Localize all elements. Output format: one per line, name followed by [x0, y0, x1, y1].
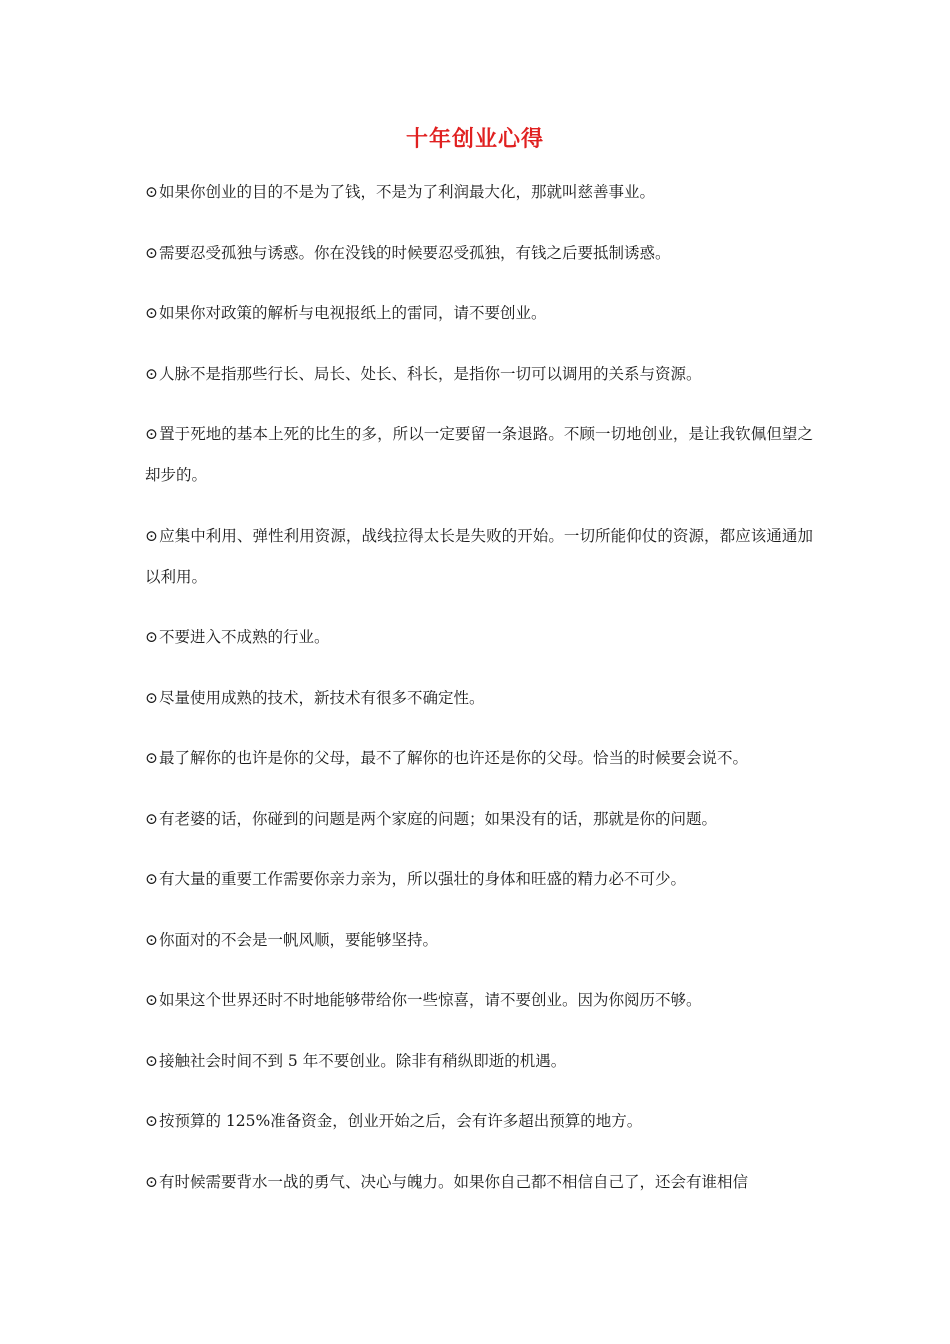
list-item-text: 接触社会时间不到 5 年不要创业。除非有稍纵即逝的机遇。	[159, 1051, 567, 1070]
list-item-text: 有大量的重要工作需要你亲力亲为，所以强壮的身体和旺盛的精力必不可少。	[159, 870, 687, 888]
list-item	[145, 516, 813, 598]
list-item	[145, 617, 813, 658]
circle-dot-bullet-icon: ⊙	[145, 991, 158, 1009]
list-item-text: 如果你创业的目的不是为了钱，不是为了利润最大化，那就叫慈善事业。	[159, 183, 656, 201]
list-item	[145, 414, 813, 496]
list-item	[145, 678, 813, 719]
list-item	[145, 293, 813, 334]
list-item	[145, 1101, 813, 1142]
circle-dot-bullet-icon: ⊙	[145, 1112, 158, 1130]
list-item-text: 应集中利用、弹性利用资源，战线拉得太长是失败的开始。一切所能仰仗的资源，都应该通通加以利用。	[145, 526, 813, 586]
list-item	[145, 920, 813, 961]
circle-dot-bullet-icon: ⊙	[145, 1051, 158, 1070]
list-item-text: 你面对的不会是一帆风顺，要能够坚持。	[159, 930, 439, 949]
list-item-text: 如果你对政策的解析与电视报纸上的雷同，请不要创业。	[159, 304, 547, 322]
list-item-text: 人脉不是指那些行长、局长、处长、科长，是指你一切可以调用的关系与资源。	[159, 364, 702, 383]
circle-dot-bullet-icon: ⊙	[145, 526, 158, 545]
circle-dot-bullet-icon: ⊙	[145, 304, 158, 322]
list-item-text: 需要忍受孤独与诱惑。你在没钱的时候要忍受孤独，有钱之后要抵制诱惑。	[159, 243, 671, 262]
list-item	[145, 738, 813, 779]
circle-dot-bullet-icon: ⊙	[145, 183, 158, 201]
circle-dot-bullet-icon: ⊙	[145, 870, 158, 888]
list-item	[145, 354, 813, 395]
circle-dot-bullet-icon: ⊙	[145, 930, 158, 949]
list-item	[145, 799, 813, 840]
document-title: 十年创业心得	[405, 127, 544, 152]
list-item-text: 尽量使用成熟的技术，新技术有很多不确定性。	[159, 688, 485, 707]
list-item-text: 最了解你的也许是你的父母，最不了解你的也许还是你的父母。恰当的时候要会说不。	[159, 749, 749, 767]
list-item-text: 有老婆的话，你碰到的问题是两个家庭的问题；如果没有的话，那就是你的问题。	[159, 809, 718, 828]
circle-dot-bullet-icon: ⊙	[145, 628, 158, 646]
list-item	[145, 859, 813, 900]
list-item-text: 有时候需要背水一战的勇气、决心与魄力。如果你自己都不相信自己了，还会有谁相信	[159, 1172, 749, 1191]
list-item-text: 不要进入不成熟的行业。	[159, 628, 330, 646]
list-item-text: 按预算的 125%准备资金，创业开始之后，会有许多超出预算的地方。	[159, 1112, 643, 1130]
tips-list	[145, 172, 813, 1222]
circle-dot-bullet-icon: ⊙	[145, 749, 158, 767]
circle-dot-bullet-icon: ⊙	[145, 243, 158, 262]
list-item-text: 置于死地的基本上死的比生的多，所以一定要留一条退路。不顾一切地创业，是让我钦佩但望之却步的。	[145, 425, 813, 484]
circle-dot-bullet-icon: ⊙	[145, 364, 158, 383]
circle-dot-bullet-icon: ⊙	[145, 809, 158, 828]
circle-dot-bullet-icon: ⊙	[145, 688, 158, 707]
list-item	[145, 1041, 813, 1082]
circle-dot-bullet-icon: ⊙	[145, 1172, 158, 1191]
list-item	[145, 233, 813, 274]
list-item	[145, 980, 813, 1021]
list-item-text: 如果这个世界还时不时地能够带给你一些惊喜，请不要创业。因为你阅历不够。	[159, 991, 702, 1009]
circle-dot-bullet-icon: ⊙	[145, 425, 158, 443]
list-item	[145, 172, 813, 213]
list-item	[145, 1162, 813, 1203]
